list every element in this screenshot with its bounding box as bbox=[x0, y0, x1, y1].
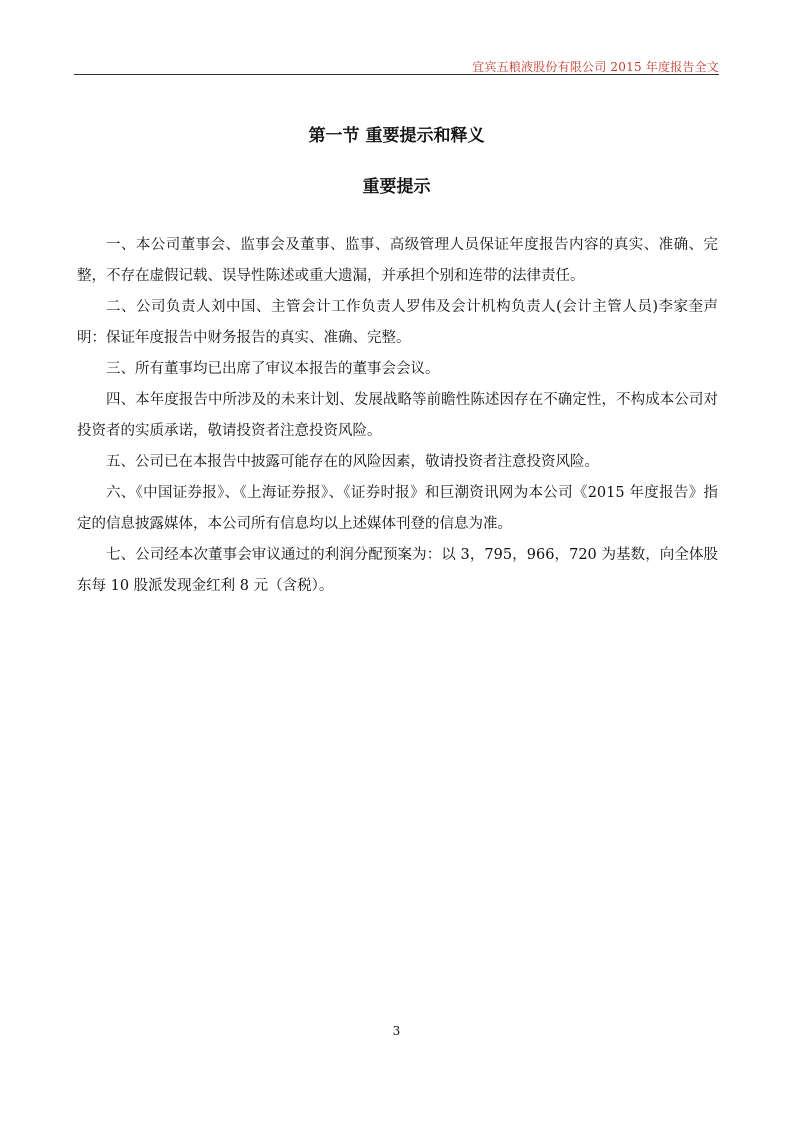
section-title: 第一节 重要提示和释义 bbox=[308, 126, 485, 146]
notice-paragraph-1: 一、本公司董事会、监事会及董事、监事、高级管理人员保证年度报告内容的真实、准确、完整，不存在虚假记载、误导性陈述或重大遗漏，并承担个别和连带的法律责任。 bbox=[77, 237, 718, 284]
notice-paragraph-5: 五、公司已在本报告中披露可能存在的风险因素，敬请投资者注意投资风险。 bbox=[106, 454, 599, 470]
notice-paragraph-3: 三、所有董事均已出席了审议本报告的董事会会议。 bbox=[106, 361, 440, 377]
page-number: 3 bbox=[392, 1024, 401, 1038]
header-divider bbox=[74, 74, 719, 75]
notice-paragraph-6: 六、《中国证券报》、《上海证券报》、《证券时报》和巨潮资讯网为本公司《2015 年度报告》指定的信息披露媒体，本公司所有信息均以上述媒体刊登的信息为准。 bbox=[77, 485, 718, 532]
notice-paragraph-7: 七、公司经本次董事会审议通过的利润分配预案为：以 3，795，966，720 为基数，向全体股东每 10 股派发现金红利 8 元（含税）。 bbox=[77, 547, 718, 594]
notice-body bbox=[77, 230, 718, 602]
notice-paragraph-2: 二、公司负责人刘中国、主管会计工作负责人罗伟及会计机构负责人(会计主管人员)李家奎声明：保证年度报告中财务报告的真实、准确、完整。 bbox=[77, 299, 718, 346]
section-subtitle: 重要提示 bbox=[362, 177, 431, 197]
notice-paragraph-4: 四、本年度报告中所涉及的未来计划、发展战略等前瞻性陈述因存在不确定性，不构成本公司对投资者的实质承诺，敬请投资者注意投资风险。 bbox=[77, 392, 718, 439]
document-header-title: 宜宾五粮液股份有限公司 2015 年度报告全文 bbox=[472, 60, 719, 74]
